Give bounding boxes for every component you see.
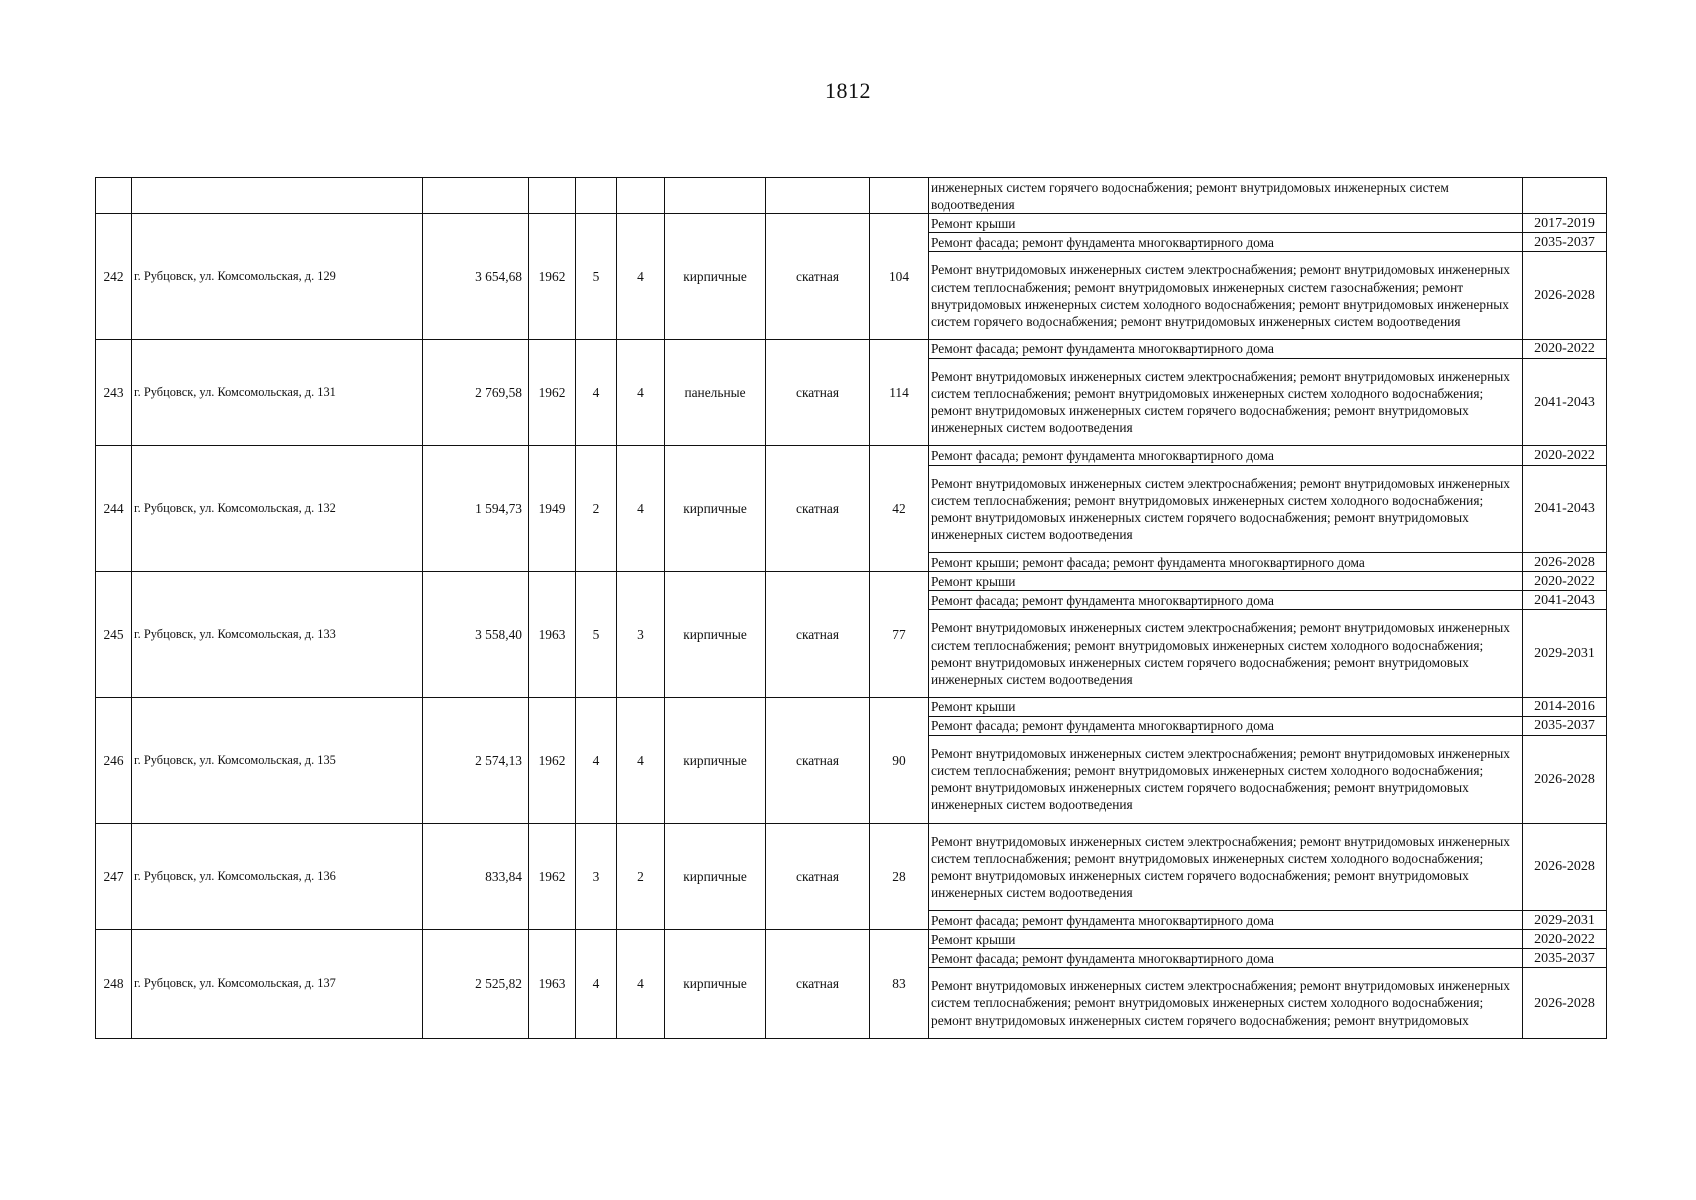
work-description: Ремонт фасада; ремонт фундамента многоквартирного дома [929,591,1523,610]
residents-count: 90 [870,697,929,823]
floors-count: 2 [576,446,617,572]
table-body [96,178,1607,1039]
work-period: 2026-2028 [1523,823,1607,911]
house-number: 244 [96,446,132,572]
work-period: 2035-2037 [1523,716,1607,735]
residents-count: 83 [870,930,929,1039]
floors-count: 4 [576,339,617,446]
work-period: 2041-2043 [1523,358,1607,446]
house-number: 242 [96,214,132,340]
house-area: 3 558,40 [423,572,529,698]
entrances-count [617,178,665,214]
roof-type: скатная [766,446,870,572]
work-description: Ремонт фасада; ремонт фундамента многоквартирного дома [929,716,1523,735]
build-year: 1962 [529,214,576,340]
house-area: 833,84 [423,823,529,930]
residents-count: 42 [870,446,929,572]
roof-type: скатная [766,697,870,823]
work-period: 2035-2037 [1523,949,1607,968]
work-period: 2026-2028 [1523,736,1607,824]
table-row [96,572,1607,591]
work-description: Ремонт внутридомовых инженерных систем электроснабжения; ремонт внутридомовых инженерных систем теплоснабжения; ремонт внутридомовых инженерных систем холодного водоснабжения; ремонт внутридомовых инженерных систем горячего водоснабжения; ремонт внутридомовых инженерных систем водоотведения [929,610,1523,698]
wall-material: кирпичные [665,446,766,572]
house-address: г. Рубцовск, ул. Комсомольская, д. 133 [132,572,423,698]
wall-material: панельные [665,339,766,446]
work-description: Ремонт внутридомовых инженерных систем электроснабжения; ремонт внутридомовых инженерных систем теплоснабжения; ремонт внутридомовых инженерных систем газоснабжения; ремонт внутридомовых инженерных систем холодного водоснабжения; ремонт внутридомовых инженерных систем горячего водоснабжения; ремонт внутридомовых инженерных систем водоотведения [929,252,1523,340]
entrances-count: 4 [617,930,665,1039]
work-description: Ремонт крыши; ремонт фасада; ремонт фундамента многоквартирного дома [929,553,1523,572]
table-row [96,214,1607,233]
build-year: 1962 [529,823,576,930]
floors-count [576,178,617,214]
house-address: г. Рубцовск, ул. Комсомольская, д. 132 [132,446,423,572]
wall-material [665,178,766,214]
residents-count: 114 [870,339,929,446]
work-description: Ремонт фасада; ремонт фундамента многоквартирного дома [929,233,1523,252]
house-address: г. Рубцовск, ул. Комсомольская, д. 135 [132,697,423,823]
table-row [96,446,1607,465]
entrances-count: 4 [617,214,665,340]
house-number: 247 [96,823,132,930]
house-number [96,178,132,214]
table-row [96,178,1607,214]
residents-count: 28 [870,823,929,930]
house-area: 2 574,13 [423,697,529,823]
table-row [96,697,1607,716]
roof-type [766,178,870,214]
roof-type: скатная [766,930,870,1039]
build-year: 1962 [529,339,576,446]
work-description: Ремонт фасада; ремонт фундамента многоквартирного дома [929,339,1523,358]
floors-count: 4 [576,697,617,823]
wall-material: кирпичные [665,823,766,930]
roof-type: скатная [766,572,870,698]
entrances-count: 4 [617,339,665,446]
house-address: г. Рубцовск, ул. Комсомольская, д. 129 [132,214,423,340]
house-address: г. Рубцовск, ул. Комсомольская, д. 131 [132,339,423,446]
work-period: 2020-2022 [1523,446,1607,465]
work-period: 2029-2031 [1523,610,1607,698]
work-description: Ремонт крыши [929,214,1523,233]
work-description: инженерных систем горячего водоснабжения; ремонт внутридомовых инженерных систем водоотведения [929,178,1523,214]
page-number: 1812 [825,78,871,103]
work-period: 2020-2022 [1523,339,1607,358]
work-description: Ремонт внутридомовых инженерных систем электроснабжения; ремонт внутридомовых инженерных систем теплоснабжения; ремонт внутридомовых инженерных систем холодного водоснабжения; ремонт внутридомовых инженерных систем горячего водоснабжения; ремонт внутридомовых инженерных систем водоотведения [929,465,1523,553]
roof-type: скатная [766,214,870,340]
house-number: 243 [96,339,132,446]
house-number: 246 [96,697,132,823]
entrances-count: 2 [617,823,665,930]
floors-count: 5 [576,214,617,340]
work-period: 2026-2028 [1523,252,1607,340]
work-period: 2026-2028 [1523,968,1607,1038]
house-area [423,178,529,214]
work-period: 2029-2031 [1523,911,1607,930]
house-area: 1 594,73 [423,446,529,572]
table-row [96,823,1607,911]
entrances-count: 4 [617,697,665,823]
wall-material: кирпичные [665,214,766,340]
work-description: Ремонт крыши [929,697,1523,716]
entrances-count: 3 [617,572,665,698]
wall-material: кирпичные [665,572,766,698]
house-area: 2 769,58 [423,339,529,446]
build-year: 1949 [529,446,576,572]
entrances-count: 4 [617,446,665,572]
work-period: 2041-2043 [1523,465,1607,553]
table-row [96,339,1607,358]
work-description: Ремонт внутридомовых инженерных систем электроснабжения; ремонт внутридомовых инженерных систем теплоснабжения; ремонт внутридомовых инженерных систем холодного водоснабжения; ремонт внутридомовых инженерных систем горячего водоснабжения; ремонт внутридомовых [929,968,1523,1038]
residents-count: 104 [870,214,929,340]
build-year: 1962 [529,697,576,823]
floors-count: 3 [576,823,617,930]
work-period: 2035-2037 [1523,233,1607,252]
work-period: 2014-2016 [1523,697,1607,716]
table-row [96,930,1607,949]
work-description: Ремонт крыши [929,572,1523,591]
build-year: 1963 [529,572,576,698]
house-number: 245 [96,572,132,698]
work-period [1523,178,1607,214]
wall-material: кирпичные [665,697,766,823]
house-area: 2 525,82 [423,930,529,1039]
work-period: 2017-2019 [1523,214,1607,233]
house-area: 3 654,68 [423,214,529,340]
work-period: 2020-2022 [1523,930,1607,949]
work-description: Ремонт внутридомовых инженерных систем электроснабжения; ремонт внутридомовых инженерных систем теплоснабжения; ремонт внутридомовых инженерных систем холодного водоснабжения; ремонт внутридомовых инженерных систем горячего водоснабжения; ремонт внутридомовых инженерных систем водоотведения [929,823,1523,911]
repair-schedule-table [95,177,1607,1039]
house-number: 248 [96,930,132,1039]
work-period: 2020-2022 [1523,572,1607,591]
wall-material: кирпичные [665,930,766,1039]
work-period: 2026-2028 [1523,553,1607,572]
work-description: Ремонт фасада; ремонт фундамента многоквартирного дома [929,949,1523,968]
floors-count: 4 [576,930,617,1039]
residents-count [870,178,929,214]
work-description: Ремонт фасада; ремонт фундамента многоквартирного дома [929,911,1523,930]
work-description: Ремонт внутридомовых инженерных систем электроснабжения; ремонт внутридомовых инженерных систем теплоснабжения; ремонт внутридомовых инженерных систем холодного водоснабжения; ремонт внутридомовых инженерных систем горячего водоснабжения; ремонт внутридомовых инженерных систем водоотведения [929,736,1523,824]
house-address: г. Рубцовск, ул. Комсомольская, д. 136 [132,823,423,930]
work-description: Ремонт внутридомовых инженерных систем электроснабжения; ремонт внутридомовых инженерных систем теплоснабжения; ремонт внутридомовых инженерных систем холодного водоснабжения; ремонт внутридомовых инженерных систем горячего водоснабжения; ремонт внутридомовых инженерных систем водоотведения [929,358,1523,446]
residents-count: 77 [870,572,929,698]
work-description: Ремонт крыши [929,930,1523,949]
build-year [529,178,576,214]
roof-type: скатная [766,339,870,446]
floors-count: 5 [576,572,617,698]
build-year: 1963 [529,930,576,1039]
work-period: 2041-2043 [1523,591,1607,610]
roof-type: скатная [766,823,870,930]
house-address [132,178,423,214]
house-address: г. Рубцовск, ул. Комсомольская, д. 137 [132,930,423,1039]
work-description: Ремонт фасада; ремонт фундамента многоквартирного дома [929,446,1523,465]
